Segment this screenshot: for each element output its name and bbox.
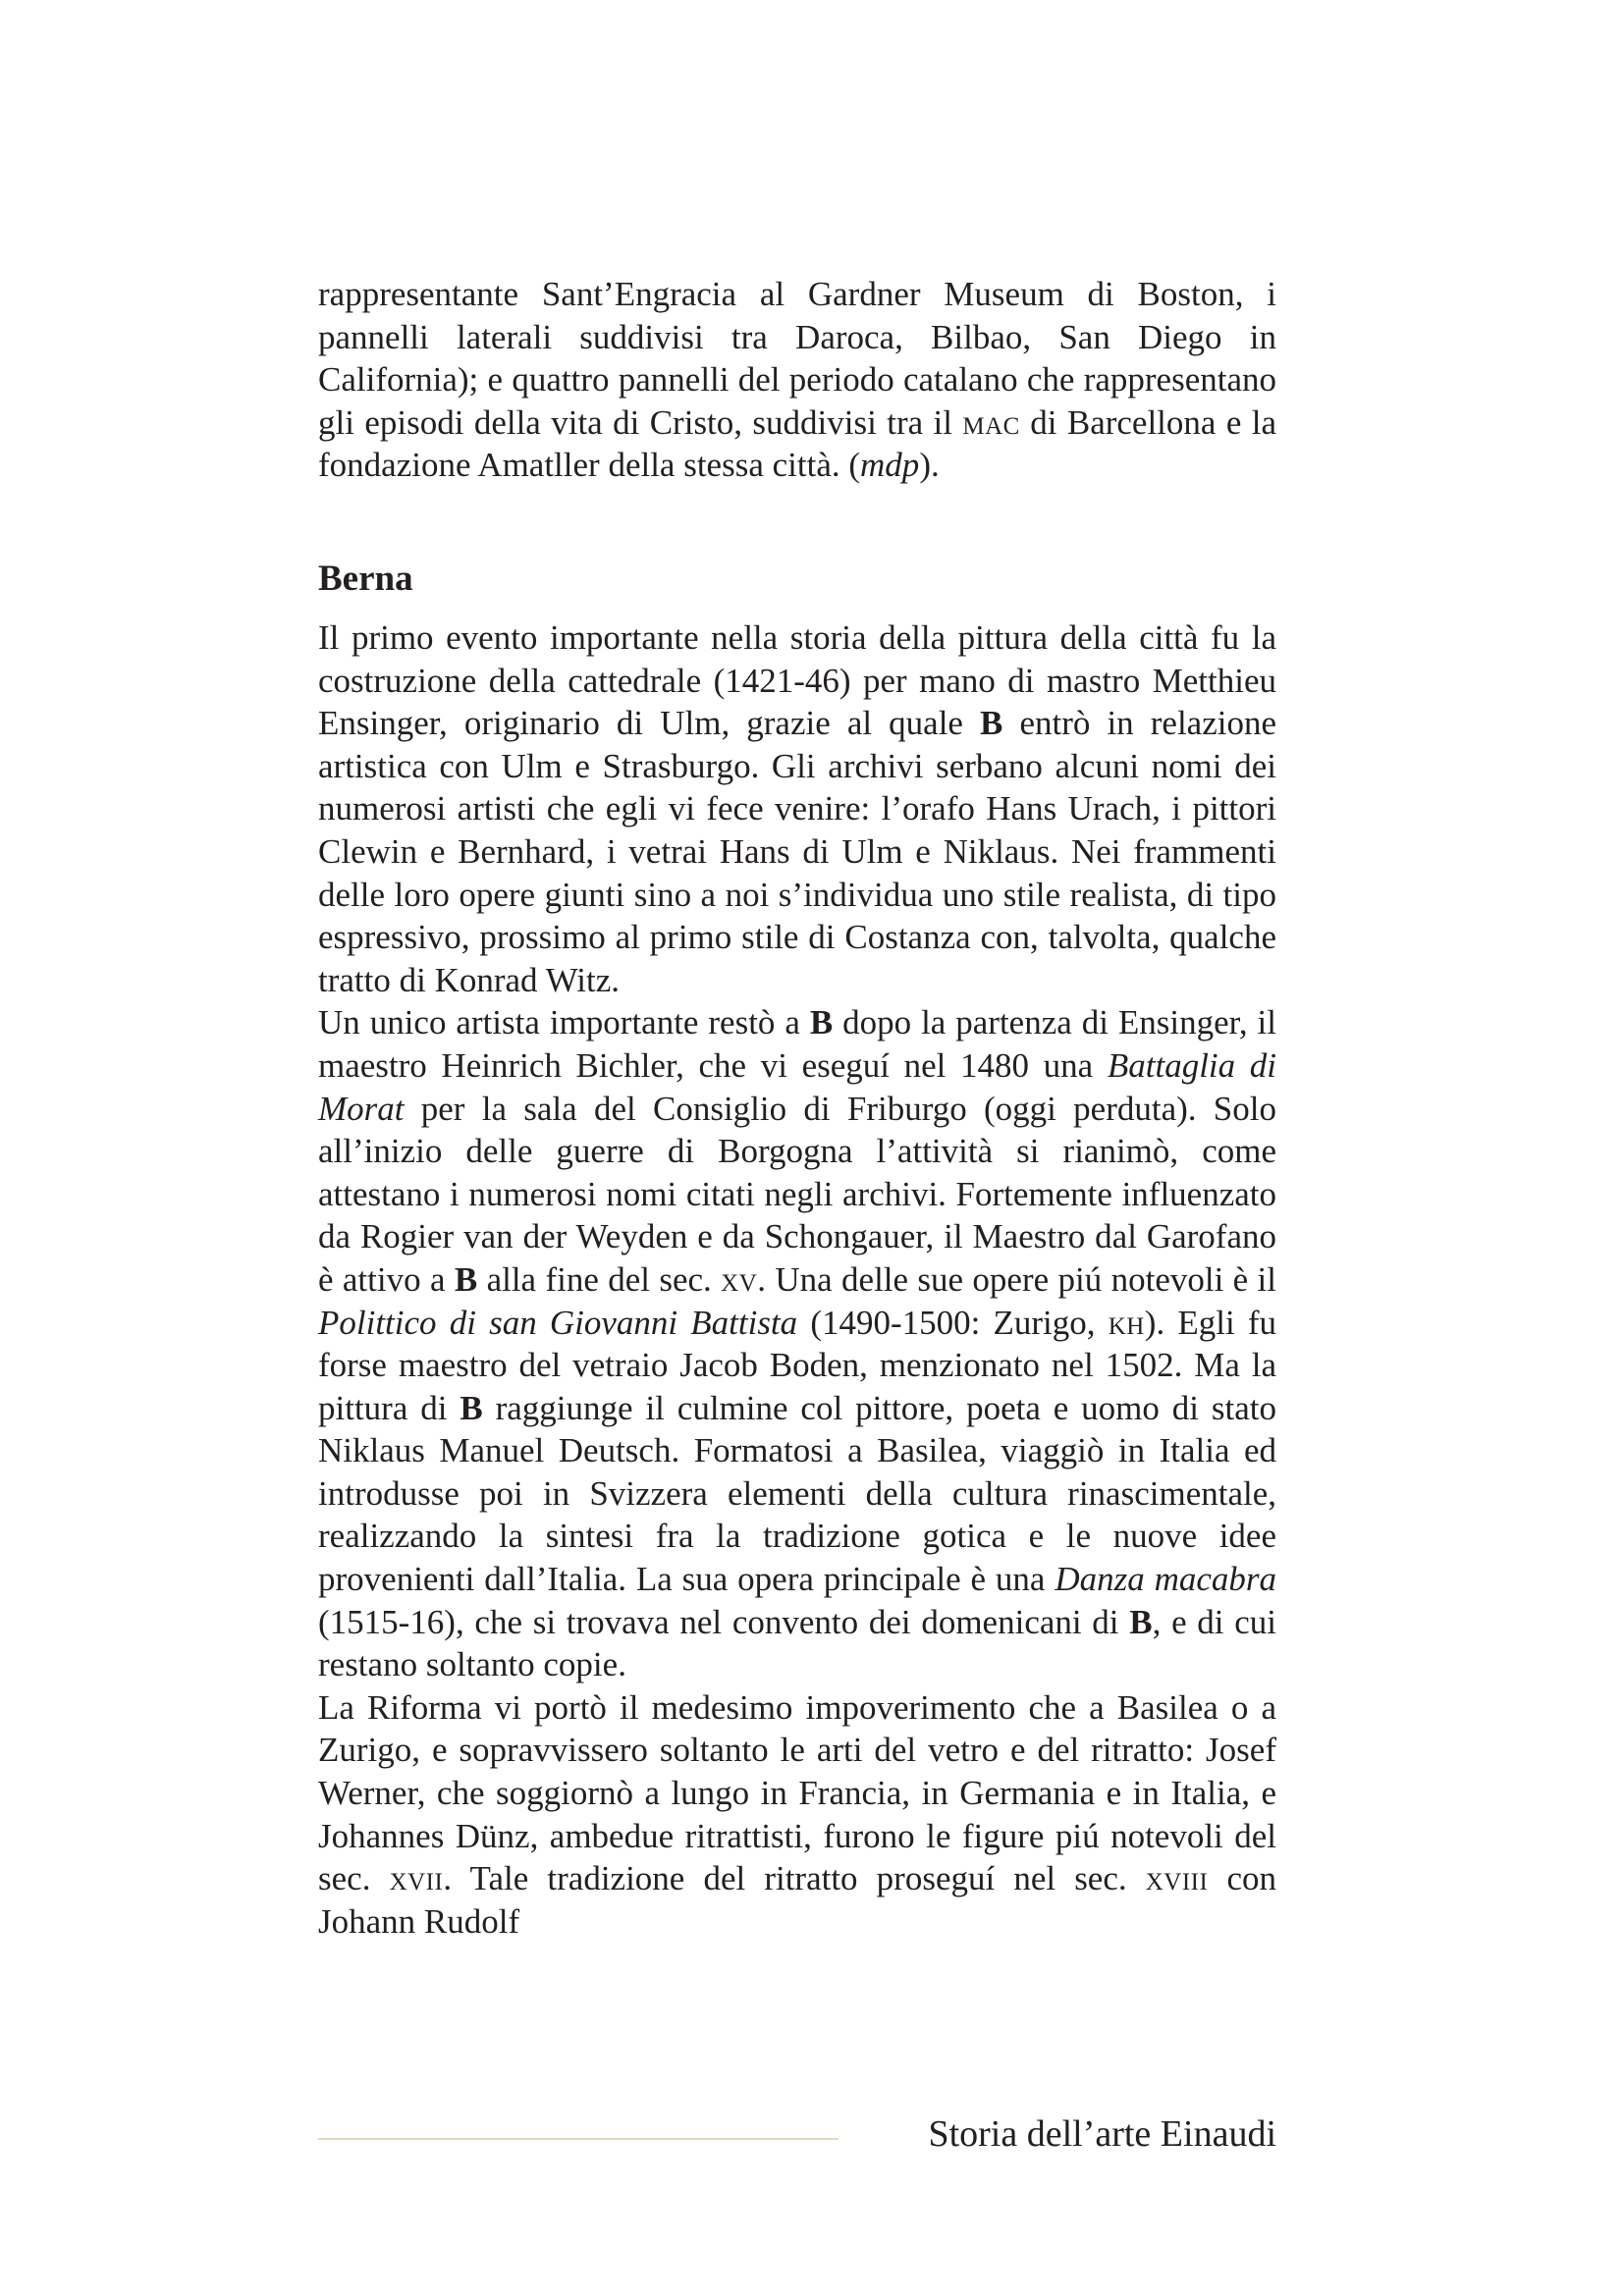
city-abbreviation: B bbox=[454, 1259, 478, 1299]
footer-rule bbox=[318, 2138, 839, 2140]
text-run: (1515-16), che si trovava nel convento dei domenicani di bbox=[318, 1602, 1130, 1641]
text-run: raggiunge il culmine col pittore, poeta e uomo di stato Niklaus Manuel Deutsch. Formatosi a Basilea, viaggiò in Italia ed introdusse poi in Svizzera elementi della cultura rinascimentale, realizzando la sintesi fra la tradizione gotica e le nuove idee provenienti dall’Italia. La sua opera principale è una bbox=[318, 1388, 1277, 1599]
text-run: per la sala del Consiglio di Friburgo (oggi perduta). Solo all’inizio delle guerre di Borgogna l’attività si rianimò, come attestano i numerosi nomi citati negli archivi. Fortemente influenzato da Rogier van der Weyden e da Schongauer, il Maestro dal Garofano è attivo a bbox=[318, 1089, 1276, 1299]
abbreviation-kh: kh bbox=[1108, 1303, 1145, 1342]
city-abbreviation: B bbox=[460, 1388, 483, 1427]
text-run: , e di cui restano soltanto copie. bbox=[318, 1602, 1276, 1684]
text-run: La Riforma vi portò il medesimo impoverimento che a Basilea o a Zurigo, e sopravvissero soltanto le arti del vetro e del ritratto: Josef Werner, che soggiornò a lungo in Francia, in Germania e in Italia, e Johannes Dünz, ambedue ritrattisti, furono le figure piú notevoli del sec. bbox=[318, 1687, 1276, 1898]
abbreviation-mac: mac bbox=[962, 402, 1020, 442]
century-numeral: xvii bbox=[389, 1859, 444, 1898]
text-run: . Tale tradizione del ritratto proseguí nel sec. bbox=[443, 1859, 1146, 1898]
footer-title: Storia dell’arte Einaudi bbox=[928, 2113, 1276, 2155]
paragraph-top bbox=[318, 273, 1276, 487]
text-run: ). bbox=[919, 446, 940, 485]
text-run: con Johann Rudolf bbox=[318, 1859, 1276, 1941]
city-abbreviation: B bbox=[1129, 1602, 1153, 1641]
text-run: alla fine del sec. bbox=[477, 1259, 722, 1299]
text-run: ). Egli fu forse maestro del vetraio Jacob Boden, menzionato nel 1502. Ma la pittura di bbox=[318, 1303, 1276, 1427]
author-initials: mdp bbox=[860, 446, 920, 485]
continued-paragraph bbox=[318, 273, 1276, 487]
paragraph-3 bbox=[318, 1686, 1276, 1944]
section-heading: Berna bbox=[318, 559, 413, 599]
section-body bbox=[318, 616, 1276, 1943]
text-run: Un unico artista importante restò a bbox=[318, 1003, 810, 1042]
text-run: . Una delle sue opere piú notevoli è il bbox=[757, 1259, 1277, 1299]
text-run: Il primo evento importante nella storia della pittura della città fu la costruzione della cattedrale (1421-46) per mano di mastro Metthieu Ensinger, originario di Ulm, grazie al quale bbox=[318, 618, 1276, 743]
text-run: dopo la partenza di Ensinger, il maestro Heinrich Bichler, che vi eseguí nel 1480 una bbox=[318, 1003, 1277, 1085]
text-run: di Barcellona e la fondazione Amatller della stessa città. ( bbox=[318, 402, 1277, 485]
century-numeral: xv bbox=[721, 1259, 758, 1299]
artwork-title: Polittico di san Giovanni Battista bbox=[318, 1303, 798, 1342]
artwork-title: Battaglia di Morat bbox=[318, 1045, 1277, 1128]
artwork-title: Danza macabra bbox=[1055, 1560, 1276, 1599]
text-run: rappresentante Sant’Engracia al Gardner Museum di Boston, i pannelli laterali suddivisi tra Daroca, Bilbao, San Diego in California); e quattro pannelli del periodo catalano che rappresentano gli episodi della vita di Cristo, suddivisi tra il bbox=[318, 275, 1276, 442]
paragraph-1 bbox=[318, 616, 1276, 1001]
century-numeral: xviii bbox=[1145, 1859, 1209, 1898]
city-abbreviation: B bbox=[980, 704, 1003, 743]
paragraph-2 bbox=[318, 1001, 1276, 1686]
text-run: (1490-1500: Zurigo, bbox=[797, 1303, 1109, 1342]
city-abbreviation: B bbox=[809, 1003, 834, 1042]
text-run: entrò in relazione artistica con Ulm e Strasburgo. Gli archivi serbano alcuni nomi dei numerosi artisti che egli vi fece venire: l’orafo Hans Urach, i pittori Clewin e Bernhard, i vetrai Hans di Ulm e Niklaus. Nei frammenti delle loro opere giunti sino a noi s’individua uno stile realista, di tipo espressivo, prossimo al primo stile di Costanza con, talvolta, qualche tratto di Konrad Witz. bbox=[318, 704, 1276, 999]
